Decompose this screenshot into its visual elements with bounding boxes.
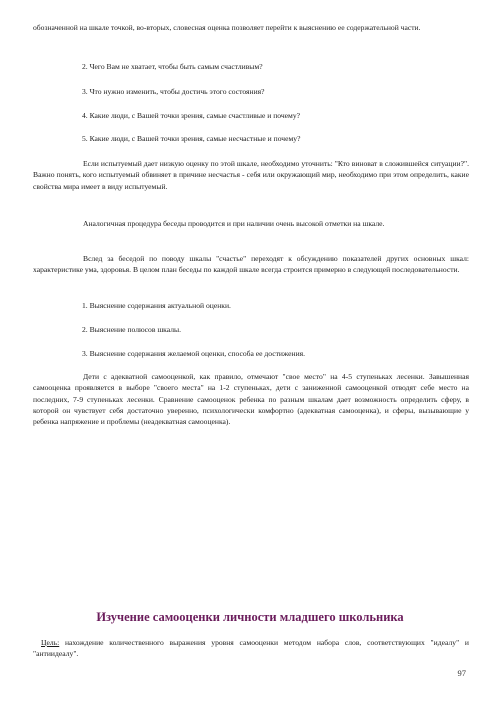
question-5: 5. Какие люди, с Вашей точки зрения, самые несчастные и почему? (82, 134, 301, 143)
plan-step-1: 1. Выяснение содержания актуальной оценки. (82, 301, 231, 310)
question-2: 2. Чего Вам не хватает, чтобы быть самым счастливым? (82, 62, 263, 71)
goal-paragraph (33, 637, 469, 660)
section-heading: Изучение самооценки личности младшего школьника (96, 610, 404, 624)
low-score-paragraph: Если испытуемый дает низкую оценку по этой шкале, необходимо уточнить: "Кто виноват в сложившейся ситуации?". Важно понять, кого испытуемый обвиняет в причине несчастья - себя или окружающий мир, необходимо при этом определить, какие свойства мира имеет в виду испытуемый. (33, 159, 469, 191)
page-number: 97 (457, 668, 466, 678)
conversation-plan-paragraph: Вслед за беседой по поводу шкалы "счастье" переходят к обсуждению показателей других основных шкал: характеристике ума, здоровья. В целом план беседы по каждой шкале всегда строится примерно в следующей последовательности. (33, 254, 469, 275)
intro-continuation: обозначенной на шкале точкой, во-вторых, словесная оценка позволяет перейти к выяснению ее содержательной части. (33, 23, 421, 32)
high-score-paragraph: Аналогичная процедура беседы проводится и при наличии очень высокой отметки на шкале. (83, 219, 385, 228)
goal-text: нахождение количественного выражения уровня самооценки методом набора слов, соответствующих "идеалу" и "антиидеалу". (33, 638, 469, 659)
question-4: 4. Какие люди, с Вашей точки зрения, самые счастливые и почему? (82, 111, 301, 120)
plan-step-3: 3. Выяснение содержания желаемой оценки, способа ее достижения. (82, 349, 306, 358)
goal-label: Цель: (41, 638, 60, 647)
question-3: 3. Что нужно изменить, чтобы достичь этого состояния? (82, 87, 265, 96)
plan-step-2: 2. Выяснение полюсов шкалы. (82, 325, 181, 334)
children-self-esteem-paragraph: Дети с адекватной самооценкой, как правило, отмечают "свое место" на 4-5 ступеньках лесенки. Завышенная самооценка проявляется в выборе "своего места" на 1-2 ступеньках, дети с заниженной самооценкой отводят себе место на последних, 7-9 ступеньках лесенки. Сравнение самооценок ребенка по разным шкалам дает возможность определить сферу, в которой он чувствует себя достаточно уверенно, психологически комфортно (адекватная самооценка), и сферы, вызывающие у ребенка напряжение и проблемы (неадекватная самооценка). (33, 372, 469, 427)
